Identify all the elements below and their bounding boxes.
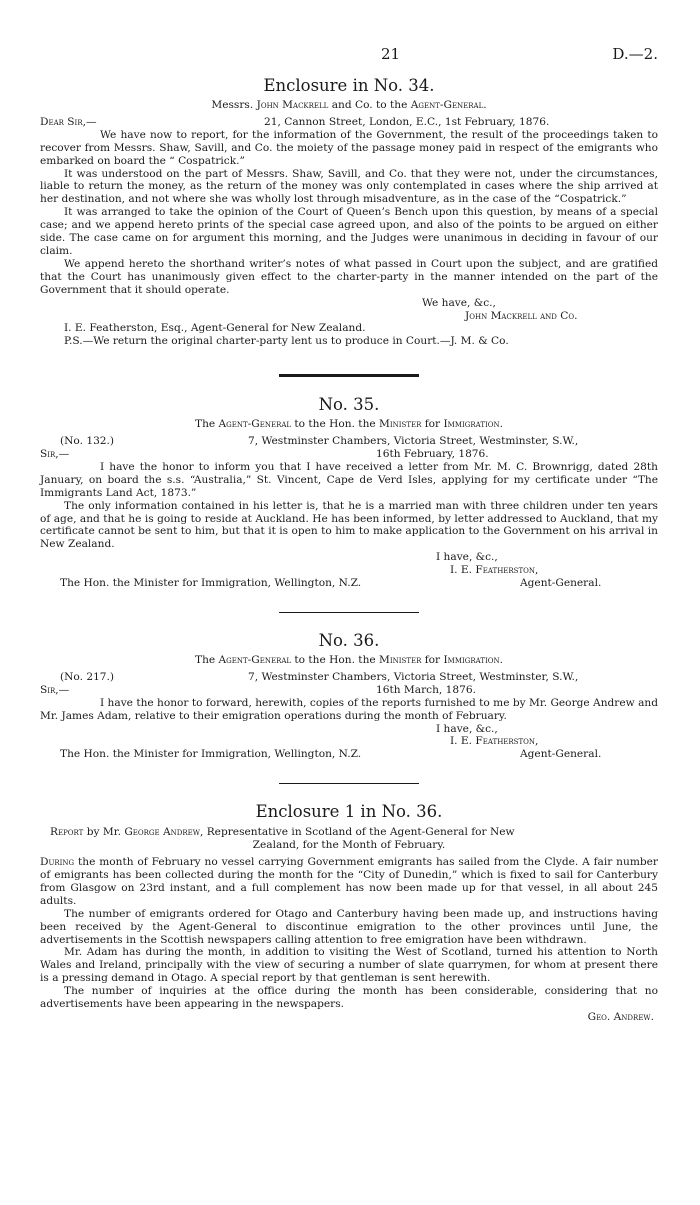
- paragraph: The only information contained in his letter is, that he is a married man with three children under ten years of age, and that he is going to reside at Auckland. He has been informed, by letter addressed to Auckland, that my certificate cannot be sent to him, but that it is open to him to make application to the Government on his arrival in New Zealand.: [40, 499, 658, 551]
- letter-36: [40, 631, 658, 761]
- enclosure-1-36: [40, 802, 658, 1024]
- letter-ref: (No. 132.): [60, 435, 115, 448]
- signature: John Mackrell and Co.: [465, 309, 578, 322]
- enclosure-34: [40, 76, 658, 348]
- from-text: Messrs.: [211, 99, 257, 111]
- salutation-row: [40, 448, 658, 461]
- to-name: Minister: [379, 418, 422, 431]
- letter-35-from: The Agent-General to the Hon. the Minister for Immigration.: [195, 418, 503, 431]
- letter-36-title: No. 36.: [318, 631, 380, 650]
- from-text: for: [421, 654, 444, 666]
- paragraph: It was understood on the part of Messrs. Shaw, Savill, and Co. that they were not, under the circumstances, liable to return the money, as the return of the money was only contemplated in cases where the ship arrived at her destination, and not where she was wholly lost through misadventure, as in the case of the “Cospatrick.”: [40, 167, 658, 206]
- from-name: John Mackrell: [256, 99, 329, 111]
- from-name: Agent-General: [218, 418, 292, 431]
- ref-row: [40, 671, 658, 684]
- to-name: Immigration: [443, 418, 500, 431]
- from-text: and Co. to the: [328, 99, 411, 111]
- letter-date: 16th February, 1876.: [376, 448, 489, 461]
- page-header: [40, 0, 658, 72]
- page-number: 21: [381, 45, 401, 63]
- letter-address: 7, Westminster Chambers, Victoria Street, Westminster, S.W.,: [248, 670, 579, 683]
- addressee: The Hon. the Minister for Immigration, Wellington, N.Z.: [60, 748, 362, 761]
- signature: I. E. Featherston,: [450, 564, 539, 577]
- paragraph: The number of emigrants ordered for Otago and Canterbury having been made up, and instructions having been received by the Agent-General to discontinue emigration to the other provinces until June, the advertisements in the Scottish newspapers calling attention to free emigration have been withdrawn.: [40, 907, 658, 946]
- from-text: for: [421, 418, 444, 431]
- paragraph: [40, 856, 658, 908]
- salutation: Dear Sir,—: [40, 115, 97, 128]
- heading-text: , Representative in Scotland of the Agent-General for New: [199, 826, 515, 839]
- to-name: Minister: [379, 654, 422, 666]
- addressee-row: [40, 577, 658, 590]
- paragraph-text: the month of February no vessel carrying Government emigrants has sailed from the Clyde. A fair number of emigrants has been collected during the month for the “City of Dunedin,” which is fixed to sail for Canterbury from Glasgow on 23rd instant, and a full complement has now been made up for that vessel, in all about 245 adults.: [40, 856, 658, 907]
- closing: I have, &c.,: [436, 551, 498, 564]
- paragraph: We have now to report, for the information of the Government, the result of the proceedings taken to recover from Messrs. Shaw, Savill, and Co. the moiety of the passage money paid in respect of the emigrants who embarked on board the “ Cospatrick.”: [40, 128, 658, 167]
- paragraph: I have the honor to inform you that I have received a letter from Mr. M. C. Brownrigg, dated 28th January, on board the s.s. “Australia,” St. Vincent, Cape de Verd Isles, applying for my certificate under “The Immigrants Land Act, 1873.”: [40, 460, 658, 499]
- addressee-row: [40, 748, 658, 761]
- report-label: Report: [50, 826, 84, 839]
- paragraph: The number of inquiries at the office during the month has been considerable, considering that no advertisements have been appearing in the newspapers.: [40, 985, 658, 1011]
- to-name: Agent-General: [410, 99, 484, 111]
- paragraph: It was arranged to take the opinion of the Court of Queen’s Bench upon this question, by means of a special case; and we append hereto prints of the special case agreed upon, and also of the points to be argued on either side. The case came on for argument this morning, and the Judges were unanimous in deciding in favour of our claim.: [40, 206, 658, 257]
- letter-35-title: No. 35.: [318, 395, 380, 415]
- letter-36-from: The Agent-General to the Hon. the Minister for Immigration.: [195, 654, 503, 666]
- report-heading: [40, 826, 658, 839]
- enclosure-34-title: Enclosure in No. 34.: [263, 76, 435, 95]
- document-reference: D.—2.: [612, 45, 658, 63]
- heading-text: by Mr.: [83, 826, 125, 839]
- signatory-role: Agent-General.: [520, 748, 602, 761]
- enclosure-1-36-title: Enclosure 1 in No. 36.: [255, 802, 443, 822]
- from-name: Agent-General: [218, 654, 292, 666]
- report-heading-line2: Zealand, for the Month of February.: [252, 839, 446, 852]
- section-divider: [279, 612, 419, 613]
- signature: Geo. Andrew.: [587, 1010, 654, 1023]
- to-name: Immigration: [443, 654, 500, 666]
- report-author: George Andrew: [124, 826, 200, 839]
- signatory-role: Agent-General.: [520, 577, 602, 590]
- signature: I. E. Featherston,: [450, 735, 539, 748]
- paragraph: Mr. Adam has during the month, in addition to visiting the West of Scotland, turned his attention to North Wales and Ireland, principally with the view of securing a number of slate quarrymen, for whom at present there is a pressing demand in Otago. A special report by that gentleman is sent herewith.: [40, 946, 658, 985]
- section-divider: [279, 374, 419, 377]
- from-text: The: [195, 418, 219, 431]
- section-divider: [279, 783, 419, 784]
- letter-35: [40, 395, 658, 590]
- closing: I have, &c.,: [436, 722, 498, 735]
- paragraph: We append hereto the shorthand writer’s notes of what passed in Court upon the subject, and are gratified that the Court has unanimously given effect to the charter-party in the manner intended on the part of the Government that it should operate.: [40, 257, 658, 296]
- from-text: to the Hon. the: [291, 418, 380, 431]
- paragraph: I have the honor to forward, herewith, copies of the reports furnished to me by Mr. George Andrew and Mr. James Adam, relative to their emigration operations during the month of February.: [40, 696, 658, 722]
- salutation-row: [40, 684, 658, 697]
- postscript: P.S.—We return the original charter-party lent us to produce in Court.—J. M. & Co.: [64, 335, 509, 348]
- salutation: Sir,—: [40, 448, 70, 461]
- from-text: to the Hon. the: [291, 654, 380, 666]
- letter-date: 16th March, 1876.: [376, 683, 476, 696]
- addressee: I. E. Featherston, Esq., Agent-General for New Zealand.: [64, 322, 366, 335]
- letter-ref: (No. 217.): [60, 670, 115, 683]
- salutation-row: [40, 116, 658, 129]
- enclosure-34-from: Messrs. John Mackrell and Co. to the Agent-General.: [211, 99, 487, 111]
- salutation: Sir,—: [40, 683, 70, 696]
- lead-word: During: [40, 856, 75, 869]
- closing: We have, &c.,: [422, 296, 496, 309]
- addressee: The Hon. the Minister for Immigration, Wellington, N.Z.: [60, 577, 362, 590]
- ref-row: [40, 435, 658, 448]
- from-text: The: [195, 654, 219, 666]
- letter-address: 7, Westminster Chambers, Victoria Street, Westminster, S.W.,: [248, 435, 579, 448]
- letter-address: 21, Cannon Street, London, E.C., 1st February, 1876.: [264, 115, 550, 128]
